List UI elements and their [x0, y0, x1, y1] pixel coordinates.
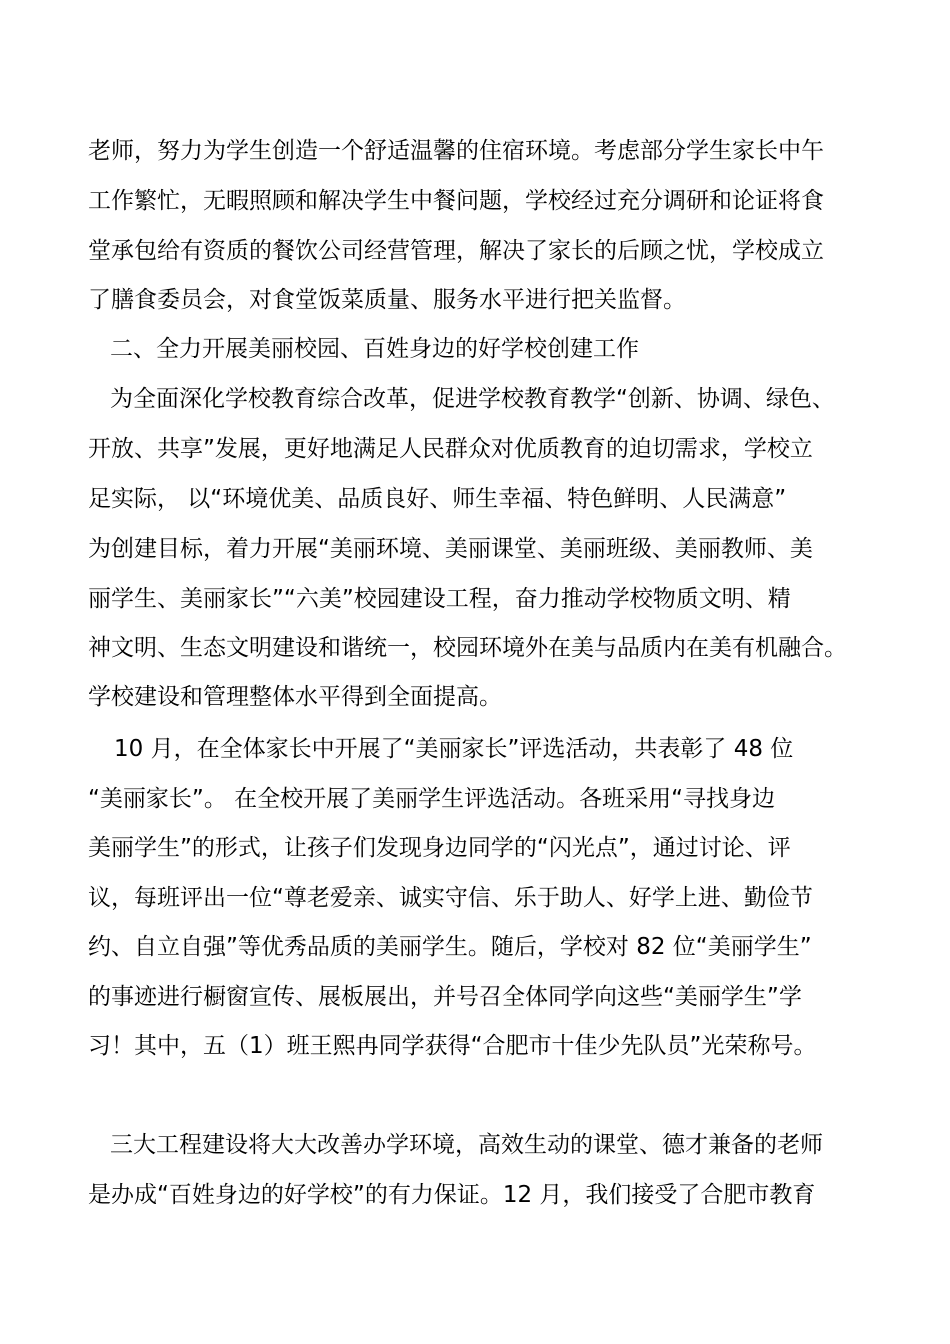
paragraph-line: 丽学生、美丽家长”“六美”校园建设工程，奋力推动学校物质文明、精	[88, 586, 791, 612]
paragraph-line: “美丽家长”。 在全校开展了美丽学生评选活动。各班采用“寻找身边	[88, 786, 776, 812]
paragraph-line: 学校建设和管理整体水平得到全面提高。	[88, 684, 502, 710]
paragraph-line: 习！其中，五（1）班王熙冉同学获得“合肥市十佳少先队员”光荣称号。	[88, 1033, 817, 1059]
paragraph-line: 美丽学生”的形式，让孩子们发现身边同学的“闪光点”，通过讨论、评	[88, 835, 791, 861]
paragraph-line: 的事迹进行橱窗宣传、展板展出，并号召全体同学向这些“美丽学生”学	[88, 984, 802, 1010]
paragraph-line: 了膳食委员会，对食堂饭菜质量、服务水平进行把关监督。	[88, 287, 686, 313]
paragraph-line: 堂承包给有资质的餐饮公司经营管理，解决了家长的后顾之忧，学校成立	[88, 238, 824, 264]
section-heading: 二、全力开展美丽校园、百姓身边的好学校创建工作	[110, 336, 639, 362]
paragraph-line: 足实际， 以“环境优美、品质良好、师生幸福、特色鲜明、人民满意”	[88, 486, 787, 512]
paragraph-line: 开放、共享”发展，更好地满足人民群众对优质教育的迫切需求，学校立	[88, 436, 813, 462]
paragraph-line: 老师，努力为学生创造一个舒适温馨的住宿环境。考虑部分学生家长中午	[88, 138, 824, 164]
paragraph-line: 三大工程建设将大大改善办学环境，高效生动的课堂、德才兼备的老师	[110, 1132, 823, 1158]
paragraph-line: 10 月，在全体家长中开展了“美丽家长”评选活动，共表彰了 48 位	[114, 736, 794, 762]
paragraph-line: 为创建目标，着力开展“美丽环境、美丽课堂、美丽班级、美丽教师、美	[88, 536, 813, 562]
paragraph-line: 约、自立自强”等优秀品质的美丽学生。随后，学校对 82 位“美丽学生”	[88, 934, 812, 960]
paragraph-line: 议，每班评出一位“尊老爱亲、诚实守信、乐于助人、好学上进、勤俭节	[88, 885, 813, 911]
paragraph-line: 工作繁忙，无暇照顾和解决学生中餐问题，学校经过充分调研和论证将食	[88, 188, 824, 214]
paragraph-line: 神文明、生态文明建设和谐统一，校园环境外在美与品质内在美有机融合。	[88, 635, 847, 661]
paragraph-line: 为全面深化学校教育综合改革，促进学校教育教学“创新、协调、绿色、	[110, 386, 835, 412]
paragraph-line: 是办成“百姓身边的好学校”的有力保证。12 月，我们接受了合肥市教育	[88, 1182, 816, 1208]
